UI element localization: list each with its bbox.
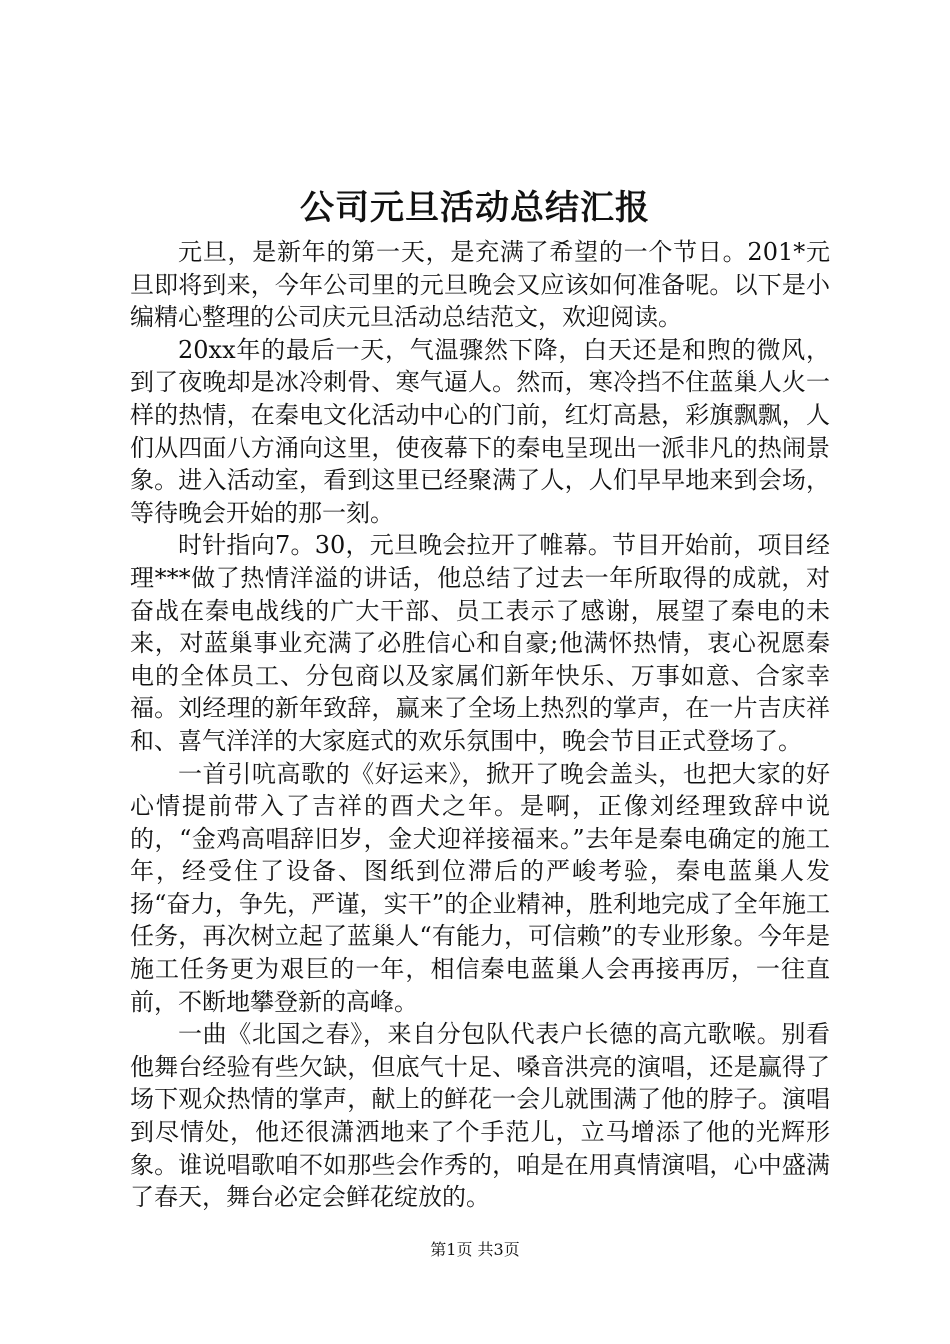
- paragraph-2: 20xx年的最后一天，气温骤然下降，白天还是和煦的微风，到了夜晚却是冰冷刺骨、寒气逼人。然而，寒冷挡不住蓝巢人火一样的热情，在秦电文化活动中心的门前，红灯高悬，彩旗飘飘，人们从四面八方涌向这里，使夜幕下的秦电呈现出一派非凡的热闹景象。进入活动室，看到这里已经聚满了人，人们早早地来到会场，等待晚会开始的那一刻。: [130, 335, 830, 527]
- page-number-footer: 第1页 共3页: [430, 1240, 520, 1259]
- paragraph-1: 元旦，是新年的第一天，是充满了希望的一个节日。201*元旦即将到来，今年公司里的元旦晚会又应该如何准备呢。以下是小编精心整理的公司庆元旦活动总结范文，欢迎阅读。: [130, 238, 830, 332]
- paragraph-4: 一首引吭高歌的《好运来》，掀开了晚会盖头，也把大家的好心情提前带入了吉祥的酉犬之年。是啊，正像刘经理致辞中说的，“金鸡高唱辞旧岁，金犬迎祥接福来。”去年是秦电确定的施工年，经受住了设备、图纸到位滞后的严峻考验，秦电蓝巢人发扬“奋力，争先，严谨，实干”的企业精神，胜利地完成了全年施工任务，再次树立起了蓝巢人“有能力，可信赖”的专业形象。今年是施工任务更为艰巨的一年，相信秦电蓝巢人会再接再厉，一往直前，不断地攀登新的高峰。: [130, 759, 830, 1016]
- document-body: [130, 236, 830, 1214]
- paragraph-3: 时针指向7。30，元旦晚会拉开了帷幕。节目开始前，项目经理***做了热情洋溢的讲话，他总结了过去一年所取得的成就，对奋战在秦电战线的广大干部、员工表示了感谢，展望了秦电的未来，对蓝巢事业充满了必胜信心和自豪;他满怀热情，衷心祝愿秦电的全体员工、分包商以及家属们新年快乐、万事如意、合家幸福。刘经理的新年致辞，赢来了全场上热烈的掌声，在一片吉庆祥和、喜气洋洋的大家庭式的欢乐氛围中，晚会节目正式登场了。: [130, 531, 830, 755]
- document-title: 公司元旦活动总结汇报: [300, 188, 650, 228]
- paragraph-5: 一曲《北国之春》，来自分包队代表户长德的高亢歌喉。别看他舞台经验有些欠缺，但底气十足、嗓音洪亮的演唱，还是赢得了场下观众热情的掌声，献上的鲜花一会儿就围满了他的脖子。演唱到尽情处，他还很潇洒地来了个手范儿，立马增添了他的光辉形象。谁说唱歌咱不如那些会作秀的，咱是在用真情演唱，心中盛满了春天，舞台必定会鲜花绽放的。: [130, 1020, 830, 1212]
